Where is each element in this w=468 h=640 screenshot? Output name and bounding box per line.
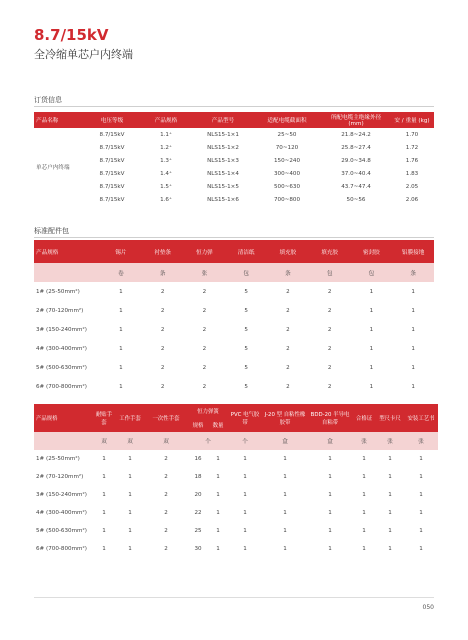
table-cell: 1: [128, 456, 132, 462]
col-header: 所配电缆主绝缘外径 (mm): [322, 112, 390, 128]
table-cell: 1: [243, 456, 247, 462]
table-cell: 37.0~40.4: [341, 170, 371, 177]
table-cell: 1: [362, 474, 366, 480]
page-number: 050: [422, 604, 434, 611]
col-header: 工作手套: [116, 404, 144, 432]
page-subtitle: 全冷缩单芯户内终端: [34, 48, 133, 61]
table-cell: 1: [102, 546, 106, 552]
table-cell: 5: [244, 364, 248, 371]
col-header: 产品规格: [34, 404, 92, 432]
table-cell: 1: [283, 474, 287, 480]
table-cell: 1: [119, 326, 123, 333]
table-cell: 1: [369, 345, 374, 352]
col-header: 产品规格: [34, 240, 100, 263]
spec-cell: 6# (700-800mm²): [36, 383, 87, 390]
table-cell: 1: [102, 456, 106, 462]
table-cell: 2: [160, 326, 165, 333]
table-cell: 2: [327, 307, 332, 314]
col-header: 一次性手套: [144, 404, 188, 432]
table-cell: 8.7/15kV: [99, 183, 125, 190]
tool-table: [34, 404, 438, 558]
table-cell: 1: [362, 546, 366, 552]
table-cell: 1: [243, 510, 247, 516]
table-cell: 16: [194, 456, 202, 462]
spec-cell: 1# (25-50mm²): [36, 456, 80, 462]
table-cell: 18: [194, 474, 202, 480]
table-cell: 1: [411, 364, 415, 371]
unit-cell: 双: [144, 432, 188, 450]
table-cell: 1: [328, 492, 332, 498]
unit-cell: 张: [376, 432, 404, 450]
table-cell: 30: [194, 546, 202, 552]
table-cell: 1: [419, 510, 423, 516]
table-cell: 1.6⁺: [160, 196, 172, 203]
table-cell: 1: [411, 326, 415, 333]
unit-row: [34, 432, 438, 450]
table-cell: 1: [216, 456, 220, 462]
unit-cell: 包: [225, 263, 267, 282]
col-header: 电压等级: [86, 112, 138, 128]
spec-cell: 3# (150-240mm²): [36, 492, 87, 498]
spec-cell: 5# (500-630mm²): [36, 528, 87, 534]
table-cell: 1: [419, 546, 423, 552]
table-cell: 22: [194, 510, 202, 516]
tool-table-header: [34, 404, 438, 418]
table-row: [34, 128, 434, 141]
table-cell: 1: [119, 364, 123, 371]
unit-cell: 卷: [100, 263, 142, 282]
table-cell: 1: [243, 474, 247, 480]
table-cell: 1: [119, 383, 123, 390]
table-cell: 25: [194, 528, 202, 534]
col-header: 安 / 重量 (kg): [390, 112, 434, 128]
table-row: [34, 193, 434, 206]
table-cell: 1: [419, 528, 423, 534]
table-cell: 2: [160, 307, 165, 314]
table-cell: 1: [388, 546, 392, 552]
table-cell: 5: [244, 345, 248, 352]
col-header: 产品规格: [138, 112, 194, 128]
table-cell: 1: [128, 546, 132, 552]
table-row: [34, 468, 438, 486]
table-cell: 2: [160, 383, 165, 390]
table-row: [34, 301, 434, 320]
table-cell: 1: [369, 326, 374, 333]
table-cell: 1: [328, 510, 332, 516]
table-cell: 2: [286, 288, 290, 295]
spec-cell: 3# (150-240mm²): [36, 326, 87, 333]
table-row: [34, 358, 434, 377]
table-cell: 1: [328, 474, 332, 480]
table-cell: 1.2⁺: [160, 144, 172, 151]
col-header: 合格证: [352, 404, 376, 432]
product-name-cell: 单芯户内终端: [36, 165, 70, 171]
table-cell: NLS15-1×2: [207, 144, 239, 151]
col-header: 密封胶: [351, 240, 393, 263]
table-row: [34, 180, 434, 193]
unit-cell: 条: [142, 263, 184, 282]
col-header: 恒力弹: [184, 240, 226, 263]
table-cell: 2: [164, 492, 168, 498]
unit-cell: 双: [116, 432, 144, 450]
table-cell: 1: [102, 510, 106, 516]
table-cell: 2: [202, 345, 207, 352]
table-cell: 2: [286, 364, 290, 371]
table-row: [34, 154, 434, 167]
table-cell: 5: [244, 307, 248, 314]
table-cell: 1: [362, 510, 366, 516]
accessory-section-rule: [34, 237, 434, 238]
table-cell: 1: [388, 474, 392, 480]
table-row: [34, 167, 434, 180]
table-cell: 1: [216, 546, 220, 552]
table-cell: 25.8~27.4: [341, 144, 371, 151]
table-cell: 43.7~47.4: [341, 183, 371, 190]
table-cell: 2: [164, 528, 168, 534]
order-section-rule: [34, 106, 434, 107]
table-cell: 25~50: [277, 131, 297, 138]
table-cell: 1: [419, 456, 423, 462]
col-header: 型尺卡尺: [376, 404, 404, 432]
table-cell: 2.05: [405, 183, 419, 190]
table-cell: 1: [369, 288, 374, 295]
unit-cell: 张: [352, 432, 376, 450]
table-cell: 2: [286, 326, 290, 333]
table-cell: 2: [164, 546, 168, 552]
table-cell: 1: [369, 307, 374, 314]
col-header: 铝膜接地: [392, 240, 434, 263]
col-header: 安装工艺书: [404, 404, 438, 432]
unit-cell: [34, 432, 92, 450]
table-cell: 1: [328, 546, 332, 552]
table-cell: NLS15-1×5: [207, 183, 239, 190]
table-cell: 300~400: [273, 170, 301, 177]
unit-row: [34, 263, 434, 282]
col-header: 清洁纸: [225, 240, 267, 263]
table-cell: 1.76: [405, 157, 419, 164]
table-cell: 1.3⁺: [160, 157, 172, 164]
table-cell: 700~800: [273, 196, 301, 203]
table-row: [34, 339, 434, 358]
table-cell: 2: [202, 307, 207, 314]
table-cell: 2: [160, 288, 165, 295]
table-cell: 1.5⁺: [160, 183, 172, 190]
table-cell: 1: [411, 288, 415, 295]
table-row: [34, 540, 438, 558]
table-cell: 1: [216, 528, 220, 534]
table-cell: 8.7/15kV: [99, 170, 125, 177]
table-cell: 1: [419, 492, 423, 498]
table-cell: 1: [102, 492, 106, 498]
table-cell: NLS15-1×3: [207, 157, 239, 164]
col-header: 填充胶: [309, 240, 351, 263]
col-header: BDD-20 半导电自粘带: [308, 404, 352, 432]
table-cell: 1: [388, 492, 392, 498]
table-cell: 1: [102, 474, 106, 480]
spec-cell: 6# (700-800mm²): [36, 546, 87, 552]
table-cell: 2: [286, 345, 290, 352]
table-cell: 1: [243, 492, 247, 498]
table-cell: 2: [164, 456, 168, 462]
col-header: 产品型号: [194, 112, 252, 128]
table-cell: 1.83: [405, 170, 419, 177]
table-cell: 50~56: [346, 196, 366, 203]
page-title: 8.7/15kV: [34, 26, 109, 44]
col-subheader: 数量: [208, 418, 228, 432]
col-header: 耐贴手套: [92, 404, 116, 432]
table-cell: 1: [328, 456, 332, 462]
table-cell: 20: [194, 492, 202, 498]
accessory-section-title: 标准配件包: [34, 227, 69, 235]
table-cell: 21.8~24.2: [341, 131, 371, 138]
table-cell: 2: [327, 345, 332, 352]
table-cell: 1: [283, 546, 287, 552]
table-cell: 1: [216, 492, 220, 498]
table-cell: 150~240: [273, 157, 301, 164]
table-cell: 29.0~34.8: [341, 157, 371, 164]
order-table-header: [34, 112, 434, 128]
table-cell: 5: [244, 383, 248, 390]
table-cell: 1: [388, 528, 392, 534]
order-section-title: 订货信息: [34, 96, 62, 104]
unit-cell: 条: [392, 263, 434, 282]
table-row: [34, 450, 438, 468]
footer-rule: [34, 597, 434, 598]
col-header-group: 恒力弹簧: [188, 404, 228, 418]
spec-cell: 5# (500-630mm²): [36, 364, 87, 371]
unit-cell: 包: [351, 263, 393, 282]
table-cell: 1: [128, 528, 132, 534]
unit-cell: [34, 263, 100, 282]
spec-cell: 4# (300-400mm²): [36, 510, 87, 516]
table-cell: 2: [202, 326, 207, 333]
table-cell: 1: [119, 307, 123, 314]
table-cell: 5: [244, 288, 248, 295]
table-row: [34, 320, 434, 339]
table-cell: 70~120: [275, 144, 299, 151]
table-cell: 2: [327, 326, 332, 333]
table-cell: NLS15-1×1: [207, 131, 239, 138]
table-row: [34, 486, 438, 504]
unit-cell: 盒: [308, 432, 352, 450]
table-cell: 2: [327, 288, 332, 295]
table-cell: 1.4⁺: [160, 170, 172, 177]
unit-cell: 个: [228, 432, 262, 450]
col-header: 填充胶: [267, 240, 309, 263]
table-cell: 1.1⁺: [160, 131, 172, 138]
table-cell: 1: [216, 510, 220, 516]
col-header: 锡片: [100, 240, 142, 263]
table-cell: 2: [202, 288, 207, 295]
table-cell: 1: [411, 307, 415, 314]
unit-cell: 包: [309, 263, 351, 282]
table-cell: 500~630: [273, 183, 301, 190]
table-cell: 1: [362, 492, 366, 498]
order-table: [34, 112, 434, 206]
table-cell: 1: [369, 383, 374, 390]
unit-cell: 张: [404, 432, 438, 450]
table-cell: 1: [283, 492, 287, 498]
spec-cell: 4# (300-400mm²): [36, 345, 87, 352]
accessory-table: [34, 240, 434, 396]
table-cell: 2: [202, 383, 207, 390]
table-cell: 1: [128, 474, 132, 480]
table-cell: 1: [119, 345, 123, 352]
table-cell: 1: [283, 528, 287, 534]
table-cell: 1.72: [405, 144, 419, 151]
table-cell: 1: [388, 456, 392, 462]
spec-cell: 1# (25-50mm²): [36, 288, 80, 295]
unit-cell: 条: [267, 263, 309, 282]
table-cell: 1: [128, 510, 132, 516]
table-cell: 1: [283, 456, 287, 462]
table-cell: 1: [411, 345, 415, 352]
table-cell: NLS15-1×4: [207, 170, 239, 177]
spec-cell: 2# (70-120mm²): [36, 474, 84, 480]
col-subheader: 规格: [188, 418, 208, 432]
table-row: [34, 282, 434, 301]
table-cell: 1: [119, 288, 123, 295]
table-cell: 2: [164, 510, 168, 516]
table-cell: 1: [243, 528, 247, 534]
table-cell: 1: [411, 383, 415, 390]
table-cell: 8.7/15kV: [99, 131, 125, 138]
col-header: PVC 电气胶带: [228, 404, 262, 432]
unit-cell: 个: [188, 432, 228, 450]
table-row: [34, 522, 438, 540]
table-cell: 1: [216, 474, 220, 480]
table-cell: 8.7/15kV: [99, 157, 125, 164]
col-header: J-20 型 自粘性橡胶带: [262, 404, 308, 432]
table-cell: 1: [128, 492, 132, 498]
table-cell: 8.7/15kV: [99, 196, 125, 203]
table-cell: 2: [327, 364, 332, 371]
col-header: 产品名称: [34, 112, 86, 128]
table-cell: 2: [160, 364, 165, 371]
table-cell: 5: [244, 326, 248, 333]
col-header: 适配电缆截面积: [252, 112, 322, 128]
table-cell: 2: [327, 383, 332, 390]
table-cell: 1: [328, 528, 332, 534]
table-cell: 2: [202, 364, 207, 371]
unit-cell: 张: [184, 263, 226, 282]
spec-cell: 2# (70-120mm²): [36, 307, 84, 314]
table-cell: 1: [362, 456, 366, 462]
table-cell: 1: [362, 528, 366, 534]
table-cell: 1: [419, 474, 423, 480]
table-cell: 1: [283, 510, 287, 516]
table-cell: 1.70: [405, 131, 419, 138]
table-cell: 2: [164, 474, 168, 480]
table-cell: 1: [243, 546, 247, 552]
accessory-table-header: [34, 240, 434, 263]
table-row: [34, 504, 438, 522]
table-cell: 1: [102, 528, 106, 534]
table-cell: 2.06: [405, 196, 419, 203]
table-cell: 2: [160, 345, 165, 352]
table-cell: 1: [369, 364, 374, 371]
unit-cell: 盒: [262, 432, 308, 450]
table-cell: 2: [286, 307, 290, 314]
table-cell: 2: [286, 383, 290, 390]
table-cell: 8.7/15kV: [99, 144, 125, 151]
table-cell: NLS15-1×6: [207, 196, 239, 203]
col-header: 衬垫条: [142, 240, 184, 263]
table-row: [34, 377, 434, 396]
unit-cell: 双: [92, 432, 116, 450]
table-cell: 1: [388, 510, 392, 516]
table-row: [34, 141, 434, 154]
